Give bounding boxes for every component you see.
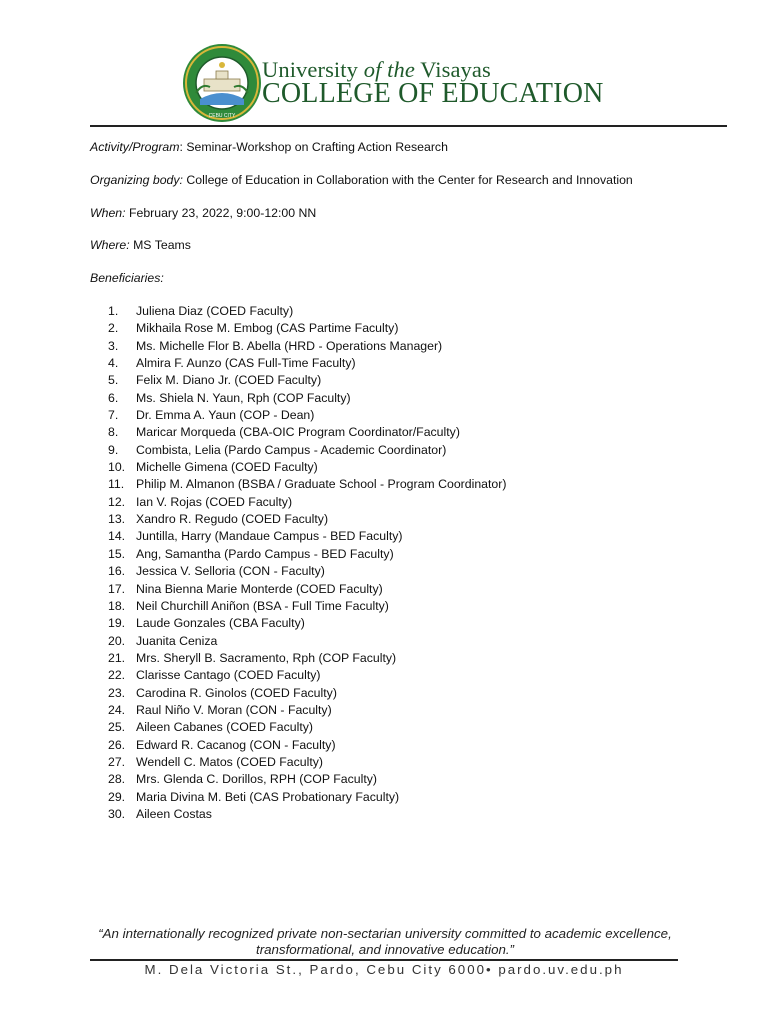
beneficiary-name: Mrs. Sheryll B. Sacramento, Rph (COP Faculty) — [136, 650, 397, 665]
list-number: 1. — [108, 304, 119, 318]
beneficiary-item — [108, 633, 506, 650]
beneficiary-item — [108, 476, 506, 493]
beneficiary-item — [108, 771, 506, 788]
list-number: 19. — [108, 616, 126, 631]
beneficiary-item — [108, 424, 506, 441]
beneficiary-name: Neil Churchill Aniñon (BSA - Full Time Faculty) — [136, 598, 389, 613]
list-number: 28. — [108, 772, 126, 787]
beneficiary-item — [108, 598, 506, 615]
beneficiary-name: Michelle Gimena (COED Faculty) — [136, 460, 318, 475]
list-number: 15. — [108, 546, 126, 561]
list-number: 18. — [108, 598, 126, 613]
beneficiary-name: Jessica V. Selloria (CON - Faculty) — [136, 564, 325, 579]
list-number: 29. — [108, 789, 126, 804]
list-number: 9. — [108, 442, 119, 457]
list-number: 20. — [108, 633, 126, 648]
list-number: 14. — [108, 529, 126, 544]
list-number: 10. — [108, 460, 126, 475]
beneficiary-item — [108, 581, 506, 598]
beneficiary-item — [108, 355, 506, 372]
beneficiary-item — [108, 494, 506, 511]
beneficiary-item — [108, 563, 506, 580]
footer-divider — [90, 959, 678, 961]
beneficiary-name: Maria Divina M. Beti (CAS Probationary Faculty) — [136, 789, 400, 804]
list-number: 5. — [108, 373, 119, 388]
beneficiary-name: Ang, Samantha (Pardo Campus - BED Faculty) — [136, 546, 394, 561]
beneficiary-item — [108, 650, 506, 667]
beneficiary-item — [108, 320, 506, 337]
beneficiary-item — [108, 737, 506, 754]
list-number: 12. — [108, 494, 126, 509]
list-number: 11. — [108, 477, 125, 492]
header-divider — [90, 125, 727, 127]
list-number: 24. — [108, 702, 126, 717]
letterhead — [182, 43, 742, 123]
beneficiary-name: Edward R. Cacanog (CON - Faculty) — [136, 737, 336, 752]
beneficiary-item — [108, 303, 506, 320]
beneficiary-item — [108, 511, 506, 528]
list-number: 27. — [108, 754, 126, 769]
list-number: 26. — [108, 737, 126, 752]
list-number: 6. — [108, 390, 119, 405]
university-seal-logo — [182, 43, 262, 123]
beneficiary-name: Mrs. Glenda C. Dorillos, RPH (COP Faculty) — [136, 772, 377, 787]
beneficiary-item — [108, 372, 506, 389]
beneficiary-name: Mikhaila Rose M. Embog (CAS Partime Faculty) — [136, 321, 399, 336]
beneficiary-name: Dr. Emma A. Yaun (COP - Dean) — [136, 408, 315, 423]
beneficiary-name: Ms. Michelle Flor B. Abella (HRD - Operations Manager) — [136, 338, 443, 353]
beneficiaries-list — [108, 303, 506, 823]
beneficiary-name: Raul Niño V. Moran (CON - Faculty) — [136, 702, 332, 717]
beneficiary-item — [108, 390, 506, 407]
beneficiary-name: Ms. Shiela N. Yaun, Rph (COP Faculty) — [136, 390, 351, 405]
beneficiary-name: Juntilla, Harry (Mandaue Campus - BED Faculty) — [136, 529, 403, 544]
beneficiary-name: Juanita Ceniza — [136, 633, 218, 648]
beneficiary-item — [108, 685, 506, 702]
beneficiary-item — [108, 528, 506, 545]
beneficiary-name: Philip M. Almanon (BSBA / Graduate School - Program Coordinator) — [136, 477, 507, 492]
beneficiary-name: Combista, Lelia (Pardo Campus - Academic Coordinator) — [136, 442, 447, 457]
list-number: 2. — [108, 321, 119, 336]
beneficiary-item — [108, 789, 506, 806]
list-number: 30. — [108, 806, 126, 821]
beneficiary-name: Laude Gonzales (CBA Faculty) — [136, 616, 305, 631]
university-name: University of the Visayas — [262, 57, 491, 82]
organizer-line: Organizing body: College of Education in Collaboration with the Center for Research and Innovation — [90, 173, 633, 187]
beneficiary-name: Juliena Diaz (COED Faculty) — [136, 304, 294, 318]
beneficiary-name: Aileen Cabanes (COED Faculty) — [136, 720, 314, 735]
beneficiaries-heading: Beneficiaries: — [90, 271, 164, 285]
beneficiary-name: Almira F. Aunzo (CAS Full-Time Faculty) — [136, 356, 356, 371]
beneficiary-item — [108, 719, 506, 736]
when-line: When: February 23, 2022, 9:00-12:00 NN — [90, 206, 317, 220]
beneficiary-name: Xandro R. Regudo (COED Faculty) — [136, 512, 329, 527]
beneficiary-item — [108, 338, 506, 355]
university-motto: “An internationally recognized private non-sectarian university committed to academic excellence, transformational, and innovative education.” — [98, 926, 672, 957]
beneficiary-item — [108, 615, 506, 632]
beneficiary-item — [108, 806, 506, 823]
list-number: 7. — [108, 408, 119, 423]
beneficiary-item — [108, 667, 506, 684]
beneficiary-name: Felix M. Diano Jr. (COED Faculty) — [136, 373, 322, 388]
list-number: 21. — [108, 650, 126, 665]
beneficiary-name: Maricar Morqueda (CBA-OIC Program Coordinator/Faculty) — [136, 425, 460, 440]
list-number: 23. — [108, 685, 126, 700]
footer-address: M. Dela Victoria St., Pardo, Cebu City 6000• pardo.uv.edu.ph — [144, 962, 624, 977]
list-number: 8. — [108, 425, 119, 440]
college-name: COLLEGE OF EDUCATION — [262, 78, 604, 109]
list-number: 13. — [108, 512, 126, 527]
beneficiary-name: Wendell C. Matos (COED Faculty) — [136, 754, 324, 769]
beneficiary-item — [108, 442, 506, 459]
list-number: 16. — [108, 564, 126, 579]
beneficiary-name: Ian V. Rojas (COED Faculty) — [136, 494, 293, 509]
svg-text:CEBU CITY: CEBU CITY — [208, 113, 236, 119]
list-number: 22. — [108, 668, 126, 683]
list-number: 4. — [108, 356, 119, 371]
beneficiary-item — [108, 754, 506, 771]
activity-line: Activity/Program: Seminar-Workshop on Crafting Action Research — [90, 140, 448, 154]
beneficiary-item — [108, 407, 506, 424]
beneficiary-name: Aileen Costas — [136, 806, 212, 821]
beneficiary-name: Clarisse Cantago (COED Faculty) — [136, 668, 321, 683]
beneficiary-item — [108, 546, 506, 563]
beneficiary-item — [108, 702, 506, 719]
where-line: Where: MS Teams — [90, 238, 191, 252]
list-number: 3. — [108, 338, 119, 353]
beneficiary-item — [108, 459, 506, 476]
beneficiary-name: Carodina R. Ginolos (COED Faculty) — [136, 685, 337, 700]
list-number: 25. — [108, 720, 126, 735]
list-number: 17. — [108, 581, 126, 596]
beneficiary-name: Nina Bienna Marie Monterde (COED Faculty) — [136, 581, 383, 596]
